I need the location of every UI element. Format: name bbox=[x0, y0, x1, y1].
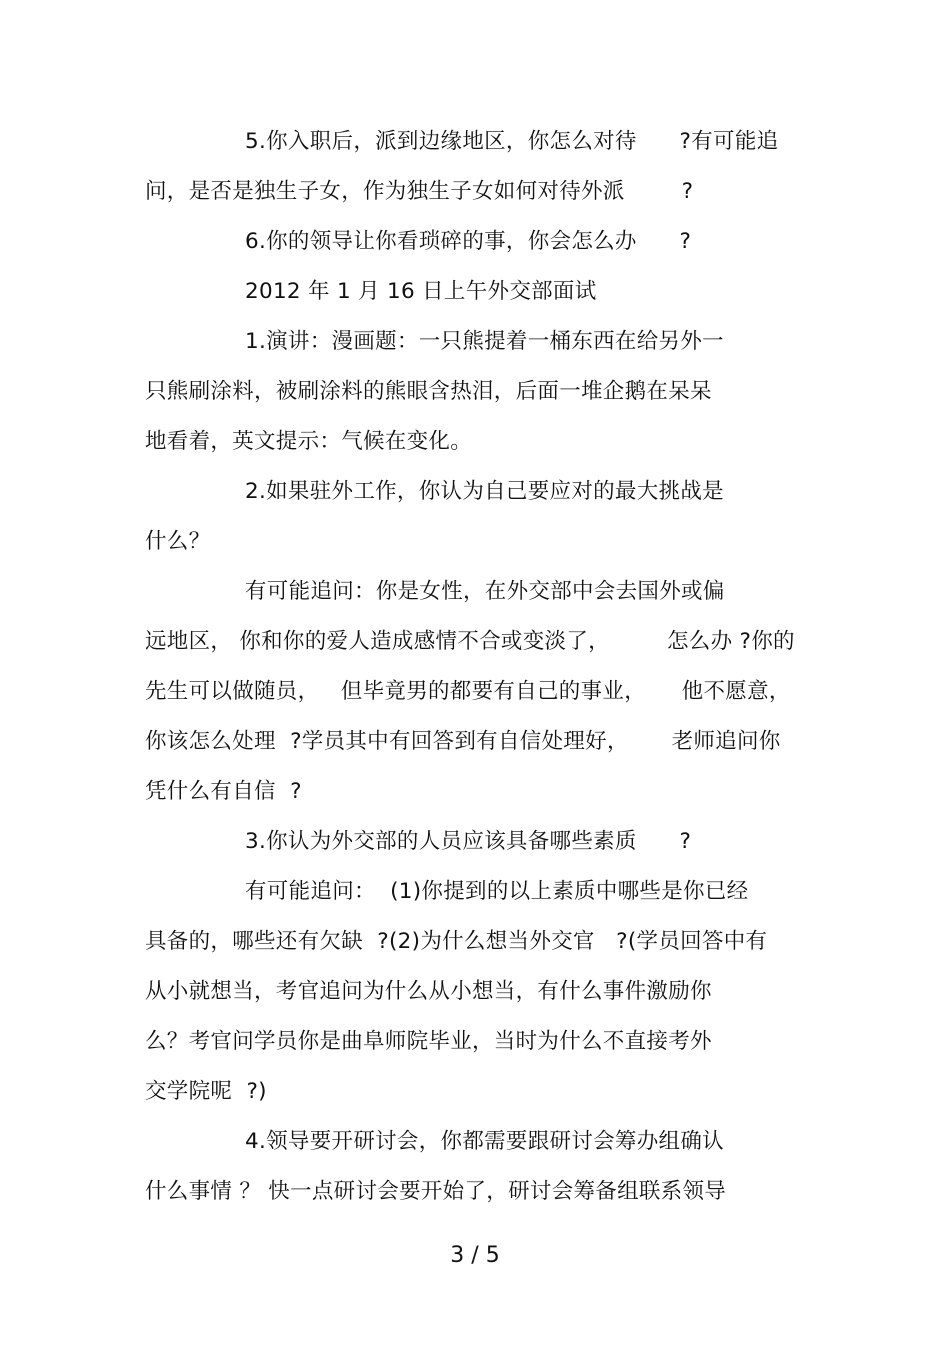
text-line: 什么？ bbox=[145, 529, 211, 554]
text-line: 5.你入职后，派到边缘地区，你怎么对待 ?有可能追 bbox=[245, 129, 779, 154]
text-line: 2.如果驻外工作，你认为自己要应对的最大挑战是 bbox=[245, 479, 724, 504]
text-line: 4.领导要开研讨会，你都需要跟研讨会筹办组确认 bbox=[245, 1129, 724, 1154]
text-line: 什么事情 ？ 快一点研讨会要开始了，研讨会筹备组联系领导 bbox=[145, 1179, 727, 1204]
section-heading: 2012 年 1 月 16 日上午外交部面试 bbox=[245, 279, 597, 304]
text-line: 3.你认为外交部的人员应该具备哪些素质 ? bbox=[245, 829, 692, 854]
text-line: 远地区， 你和你的爱人造成感情不合或变淡了， 怎么办 ?你的 bbox=[145, 629, 795, 654]
text-line: 1.演讲：漫画题：一只熊提着一桶东西在给另外一 bbox=[245, 329, 724, 354]
text-line: 凭什么有自信 ? bbox=[145, 779, 302, 804]
text-line: 从小就想当，考官追问为什么从小想当，有什么事件激励你 bbox=[145, 979, 712, 1004]
text-line: 地看着，英文提示：气候在变化。 bbox=[145, 429, 473, 454]
text-line: 交学院呢 ?) bbox=[145, 1079, 267, 1104]
text-line: 只熊刷涂料，被刷涂料的熊眼含热泪，后面一堆企鹅在呆呆 bbox=[145, 379, 712, 404]
text-line: 先生可以做随员， 但毕竟男的都要有自己的事业， 他不愿意， bbox=[145, 679, 791, 704]
text-line: 么？考官问学员你是曲阜师院毕业，当时为什么不直接考外 bbox=[145, 1029, 712, 1054]
text-line: 有可能追问： (1)你提到的以上素质中哪些是你已经 bbox=[245, 879, 749, 904]
text-line: 你该怎么处理 ?学员其中有回答到有自信处理好， 老师追问你 bbox=[145, 729, 781, 754]
text-line: 具备的，哪些还有欠缺 ?(2)为什么想当外交官 ?(学员回答中有 bbox=[145, 929, 768, 954]
text-line: 有可能追问：你是女性，在外交部中会去国外或偏 bbox=[245, 579, 725, 604]
page-number: 3 / 5 bbox=[450, 1243, 500, 1268]
text-line: 问，是否是独生子女，作为独生子女如何对待外派 ? bbox=[145, 179, 694, 204]
text-line: 6.你的领导让你看琐碎的事，你会怎么办 ? bbox=[245, 229, 692, 254]
